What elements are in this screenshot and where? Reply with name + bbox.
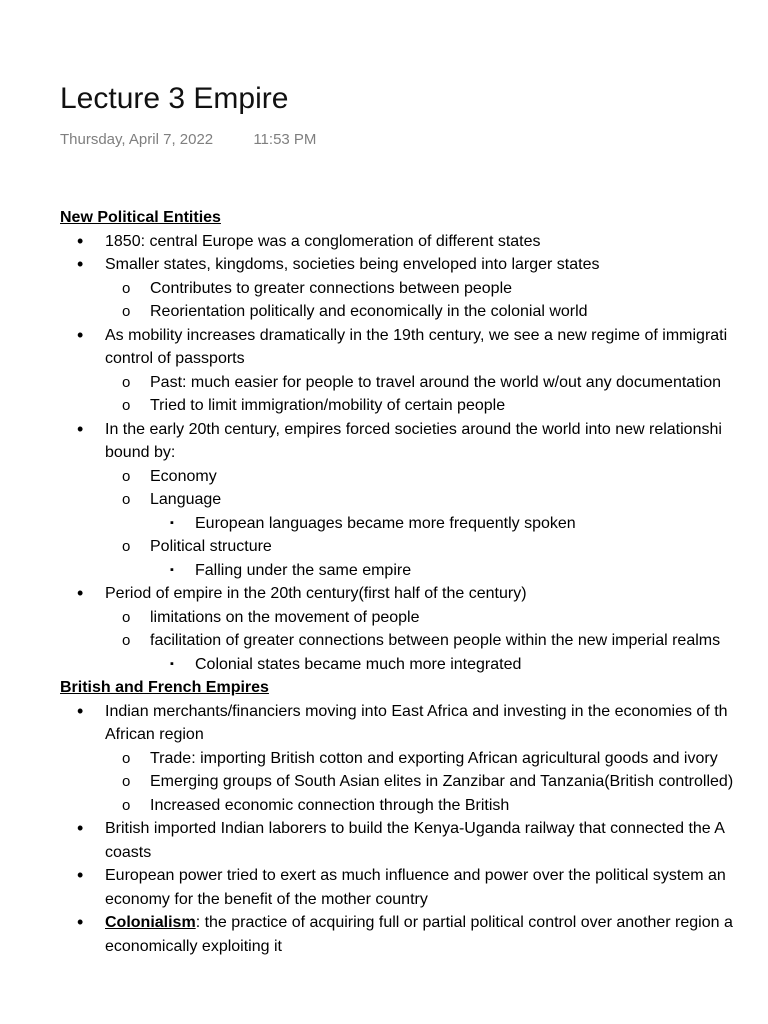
bullet-icon: o (122, 491, 131, 508)
list-item (60, 606, 768, 630)
list-item (60, 653, 768, 677)
bullet-icon: o (122, 796, 131, 814)
list-item (60, 794, 768, 818)
bullet-icon: o (122, 538, 131, 555)
bullet-icon: o (122, 303, 131, 320)
list-item (60, 230, 768, 254)
list-item-continuation: economy for the benefit of the mother country (105, 890, 428, 908)
term-definition: Colonialism (105, 914, 196, 931)
list-item-text: Period of empire in the 20th century(first half of the century) (105, 585, 527, 602)
bullet-icon: o (122, 467, 131, 485)
list-item (60, 864, 768, 911)
note-content (60, 206, 768, 958)
bullet-icon: o (122, 373, 131, 391)
list-item-text: Trade: importing British cotton and exporting African agricultural goods and ivory (150, 749, 718, 767)
list-item-text: Language (150, 491, 222, 508)
list-item (60, 488, 768, 512)
list-item (60, 300, 768, 324)
list-item-text: Indian merchants/financiers moving into East Africa and investing in the economies of th (105, 702, 728, 720)
list-item-text: European power tried to exert as much influence and power over the political system an (105, 867, 726, 884)
section-heading: British and French Empires (60, 679, 269, 696)
bullet-icon: • (77, 583, 84, 603)
list-item-continuation: economically exploiting it (105, 937, 282, 955)
bullet-icon: o (122, 773, 131, 790)
list-item-text: limitations on the movement of people (150, 608, 420, 626)
list-item-text: As mobility increases dramatically in the 19th century, we see a new regime of immigrati (105, 326, 728, 344)
list-item-text: Emerging groups of South Asian elites in Zanzibar and Tanzania(British controlled) (150, 773, 734, 790)
list-item-text: facilitation of greater connections between people within the new imperial realms (150, 632, 721, 649)
list-item-continuation: African region (105, 726, 204, 743)
list-item (60, 911, 768, 958)
list-item (60, 512, 768, 536)
bullet-icon: • (77, 700, 84, 721)
list-item (60, 465, 768, 489)
list-item-text: Past: much easier for people to travel around the world w/out any documentation (150, 373, 721, 391)
bullet-icon: • (77, 912, 84, 932)
bullet-icon: • (77, 230, 84, 251)
bullet-icon: • (77, 818, 84, 838)
bullet-icon: ▪ (170, 657, 174, 670)
bullet-icon: o (122, 397, 131, 414)
bullet-list (60, 230, 768, 677)
list-item-text: Political structure (150, 538, 272, 555)
bullet-icon: • (77, 418, 84, 439)
list-item (60, 324, 768, 371)
list-item-text: 1850: central Europe was a conglomeration of different states (105, 232, 541, 250)
list-item (60, 582, 768, 606)
list-item-text: : the practice of acquiring full or partial political control over another region a (195, 914, 733, 931)
page-time: 11:53 PM (253, 131, 317, 148)
bullet-icon: o (122, 632, 131, 649)
list-item (60, 770, 768, 794)
list-item (60, 629, 768, 653)
bullet-icon: • (77, 865, 84, 885)
list-item (60, 535, 768, 559)
list-item-text: Contributes to greater connections between people (150, 279, 513, 297)
list-item (60, 418, 768, 465)
list-item-continuation: control of passports (105, 350, 245, 367)
list-item (60, 747, 768, 771)
list-item-text: Reorientation politically and economically in the colonial world (150, 303, 588, 320)
bullet-icon: ▪ (170, 563, 174, 576)
list-item (60, 253, 768, 277)
bullet-icon: o (122, 608, 131, 626)
list-item-text: In the early 20th century, empires forced societies around the world into new relationshi (105, 420, 722, 438)
list-item (60, 700, 768, 747)
list-item-continuation: coasts (105, 843, 152, 861)
bullet-list (60, 700, 768, 959)
list-item (60, 559, 768, 583)
bullet-icon: • (77, 254, 84, 274)
list-item-text: British imported Indian laborers to build the Kenya-Uganda railway that connected the A (105, 820, 725, 837)
page-title: Lecture 3 Empire (60, 82, 289, 115)
list-item (60, 277, 768, 301)
list-item (60, 394, 768, 418)
list-item-text: Falling under the same empire (195, 561, 412, 579)
bullet-icon: • (77, 324, 84, 345)
list-item (60, 817, 768, 864)
list-item (60, 371, 768, 395)
list-item-text: Economy (150, 467, 217, 485)
section-heading: New Political Entities (60, 209, 221, 226)
bullet-icon: ▪ (170, 516, 174, 529)
bullet-icon: o (122, 749, 131, 767)
list-item-text: Smaller states, kingdoms, societies being enveloped into larger states (105, 256, 600, 273)
list-item-text: Increased economic connection through the British (150, 796, 510, 814)
list-item-text: Tried to limit immigration/mobility of certain people (150, 397, 506, 414)
page-meta (60, 131, 316, 148)
list-item-text: Colonial states became much more integrated (195, 655, 522, 673)
list-item-continuation: bound by: (105, 444, 176, 461)
bullet-icon: o (122, 279, 131, 297)
page-date: Thursday, April 7, 2022 (60, 131, 214, 148)
list-item-text: European languages became more frequently spoken (195, 514, 576, 532)
